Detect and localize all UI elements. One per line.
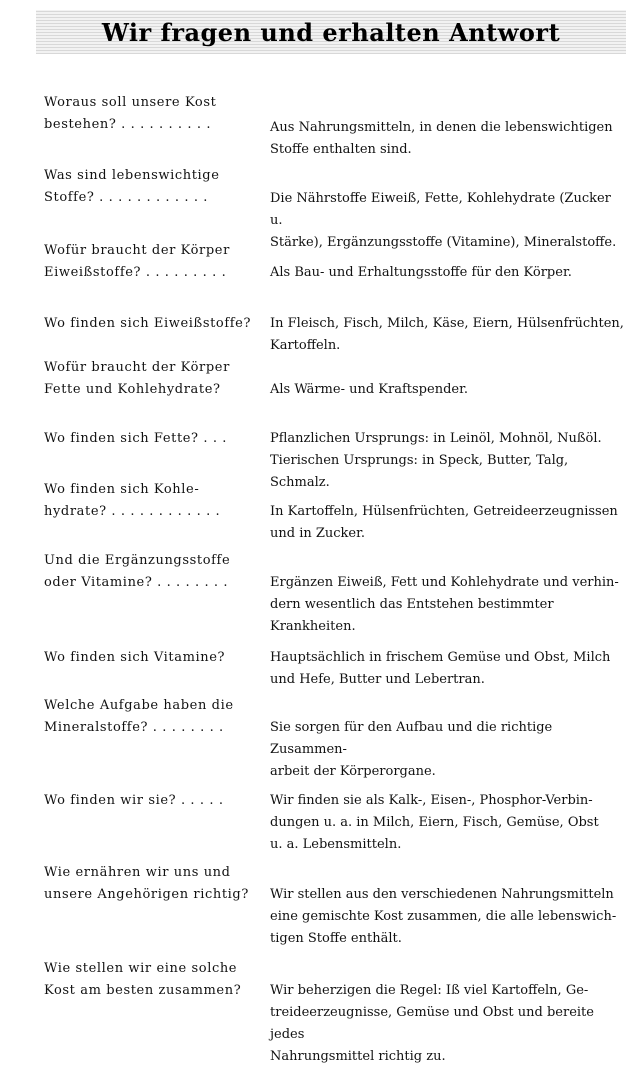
answer — [270, 980, 625, 1068]
answer-line: Sie sorgen für den Aufbau und die richtige Zusammen- — [270, 720, 553, 757]
answer — [270, 379, 625, 401]
question-line: Welche Aufgabe haben die — [44, 698, 234, 713]
question — [44, 165, 249, 209]
question-line: Woraus soll unsere Kost — [44, 95, 217, 110]
answer-line: Tierischen Ursprungs: in Speck, Butter, Talg, Schmalz. — [270, 453, 569, 490]
qa-item — [44, 165, 624, 250]
question — [44, 428, 249, 450]
answer-line: Stoffe enthalten sind. — [270, 142, 412, 157]
answer — [270, 262, 625, 284]
answer-line: Pflanzlichen Ursprungs: in Leinöl, Mohnöl, Nußöl. — [270, 431, 602, 446]
question-line: Wo finden sich Eiweißstoffe? — [44, 316, 252, 331]
question-line: Fette und Kohlehydrate? — [44, 382, 221, 397]
question — [44, 479, 249, 523]
question-line: Wofür braucht der Körper — [44, 243, 230, 258]
answer-line: tigen Stoffe enthält. — [270, 931, 402, 946]
answer — [270, 884, 625, 950]
answer-line: Aus Nahrungsmitteln, in denen die lebenswichtigen — [270, 120, 613, 135]
question-line: Und die Ergänzungsstoffe — [44, 553, 231, 568]
question — [44, 647, 249, 669]
answer-line: Die Nährstoffe Eiweiß, Fette, Kohlehydrate (Zucker u. — [270, 191, 611, 228]
answer-line: eine gemischte Kost zusammen, die alle lebenswich- — [270, 909, 617, 924]
answer-line: arbeit der Körperorgane. — [270, 764, 436, 779]
question-line: Wo finden wir sie? . . . . . — [44, 793, 224, 808]
question — [44, 240, 249, 284]
answer-line: Als Bau- und Erhaltungsstoffe für den Körper. — [270, 265, 572, 280]
answer-line: und in Zucker. — [270, 526, 366, 541]
answer — [270, 647, 625, 691]
answer — [270, 790, 625, 856]
question — [44, 790, 249, 812]
answer-line: dern wesentlich das Entstehen bestimmter Krankheiten. — [270, 597, 554, 634]
page-title: Wir fragen und erhalten Antwort — [101, 17, 561, 47]
question — [44, 92, 249, 136]
question-line: Wo finden sich Fette? . . . — [44, 431, 228, 446]
title-banner — [36, 10, 626, 54]
answer-line: Wir stellen aus den verschiedenen Nahrungsmitteln — [270, 887, 614, 902]
answer — [270, 117, 625, 161]
qa-item — [44, 357, 624, 401]
question — [44, 313, 252, 335]
question — [44, 695, 249, 739]
answer — [270, 313, 625, 357]
answer-line: treideerzeugnisse, Gemüse und Obst und bereite jedes — [270, 1005, 594, 1042]
answer — [270, 572, 625, 638]
qa-item — [44, 550, 624, 634]
answer-line: Wir beherzigen die Regel: Iß viel Kartoffeln, Ge- — [270, 983, 589, 998]
qa-item — [44, 240, 624, 284]
answer-line: In Fleisch, Fisch, Milch, Käse, Eiern, Hülsenfrüchten, — [270, 316, 624, 331]
question-line: Kost am besten zusammen? — [44, 983, 242, 998]
answer-line: Stärke), Ergänzungsstoffe (Vitamine), Mineralstoffe. — [270, 235, 617, 250]
answer — [270, 501, 625, 545]
qa-item — [44, 790, 624, 856]
answer-line: u. a. Lebensmitteln. — [270, 837, 402, 852]
qa-item — [44, 92, 624, 161]
qa-item — [44, 313, 624, 357]
answer-line: In Kartoffeln, Hülsenfrüchten, Getreideerzeugnissen — [270, 504, 618, 519]
answer-line: Ergänzen Eiweiß, Fett und Kohlehydrate und verhin- — [270, 575, 619, 590]
answer-line: Hauptsächlich in frischem Gemüse und Obst, Milch — [270, 650, 611, 665]
answer-line: Als Wärme- und Kraftspender. — [270, 382, 468, 397]
question-line: Wofür braucht der Körper — [44, 360, 230, 375]
question-line: Was sind lebenswichtige — [44, 168, 220, 183]
qa-item — [44, 479, 624, 545]
question-line: Wo finden sich Vitamine? — [44, 650, 226, 665]
question — [44, 550, 249, 594]
question — [44, 862, 249, 906]
question-line: bestehen? . . . . . . . . . . — [44, 117, 212, 132]
qa-item — [44, 958, 624, 1064]
question-line: Eiweißstoffe? . . . . . . . . . — [44, 265, 227, 280]
question-line: unsere Angehörigen richtig? — [44, 887, 249, 902]
answer-line: Nahrungsmittel richtig zu. — [270, 1049, 446, 1064]
question-line: Mineralstoffe? . . . . . . . . — [44, 720, 224, 735]
question-line: oder Vitamine? . . . . . . . . — [44, 575, 229, 590]
answer-line: Wir finden sie als Kalk-, Eisen-, Phosphor-Verbin- — [270, 793, 593, 808]
question-line: Wo finden sich Kohle- — [44, 482, 200, 497]
question-line: hydrate? . . . . . . . . . . . . — [44, 504, 221, 519]
question-line: Wie ernähren wir uns und — [44, 865, 231, 880]
question-line: Stoffe? . . . . . . . . . . . . — [44, 190, 209, 205]
answer-line: und Hefe, Butter und Lebertran. — [270, 672, 485, 687]
qa-item — [44, 862, 624, 950]
question-line: Wie stellen wir eine solche — [44, 961, 238, 976]
answer-line: Kartoffeln. — [270, 338, 341, 353]
question — [44, 958, 249, 1002]
answer-line: dungen u. a. in Milch, Eiern, Fisch, Gemüse, Obst — [270, 815, 599, 830]
question — [44, 357, 249, 401]
qa-item — [44, 647, 624, 691]
answer — [270, 717, 625, 783]
qa-item — [44, 695, 624, 779]
